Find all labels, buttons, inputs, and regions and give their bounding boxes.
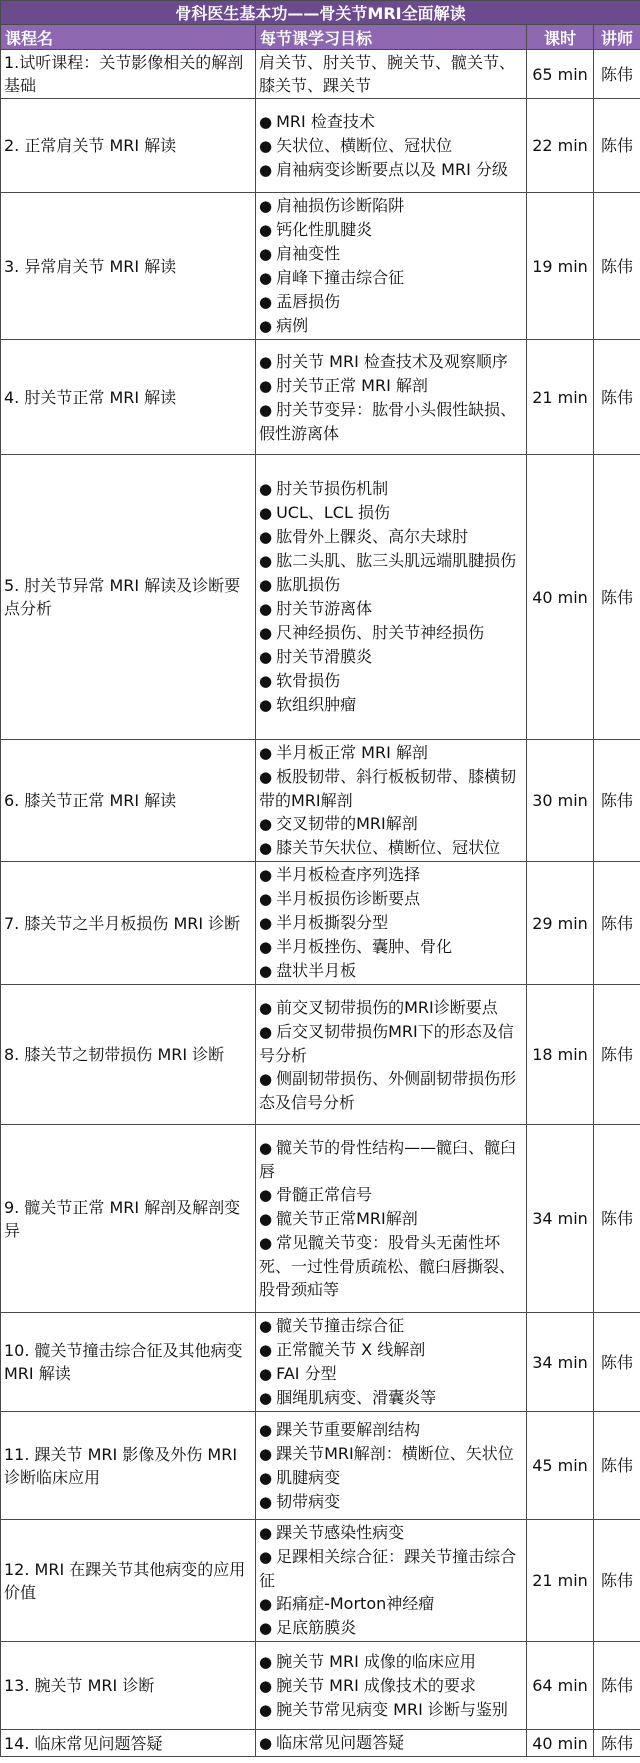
goal-text: 半月板检查序列选择: [276, 865, 421, 884]
course-name-cell: 3. 异常肩关节 MRI 解读: [1, 193, 256, 340]
teacher-cell: 陈伟: [594, 1520, 640, 1642]
bullet-icon: ●: [259, 648, 273, 666]
goal-text: 半月板损伤诊断要点: [276, 889, 421, 908]
goal-item: [259, 1521, 523, 1545]
bullet-icon: ●: [259, 400, 273, 419]
goal-text: 足踝相关综合征：踝关节撞击综合征: [259, 1547, 517, 1590]
teacher-cell: 陈伟: [594, 50, 640, 99]
goal-text: 板股韧带、斜行板板韧带、膝横韧带的MRI解剖: [259, 767, 517, 810]
bullet-icon: ●: [259, 1548, 273, 1566]
bullet-icon: ●: [259, 1234, 273, 1252]
teacher-cell: 陈伟: [594, 862, 640, 985]
header-course: 课程名: [1, 25, 256, 50]
goal-text: 足底筋膜炎: [276, 1618, 357, 1637]
duration-cell: 19 min: [527, 193, 594, 340]
goals-cell: [256, 862, 527, 985]
bullet-icon: ●: [259, 112, 273, 131]
teacher-cell: 陈伟: [594, 1412, 640, 1520]
bullet-icon: ●: [259, 1676, 273, 1695]
goal-item: [259, 959, 523, 983]
duration-cell: 34 min: [527, 1313, 594, 1412]
goal-item: [259, 1731, 523, 1755]
goal-item: [259, 1386, 523, 1410]
goal-text: 踝关节重要解剖结构: [276, 1419, 421, 1439]
bullet-icon: ●: [259, 839, 273, 857]
goal-text: 侧副韧带损伤、外侧副韧带损伤形态及信号分析: [259, 1068, 517, 1112]
duration-cell: 40 min: [527, 455, 594, 740]
goal-item: [259, 1545, 523, 1592]
bullet-icon: ●: [259, 480, 273, 498]
goal-item: [259, 863, 523, 887]
goals-cell: [256, 985, 527, 1125]
bullet-icon: ●: [259, 914, 273, 932]
bullet-icon: ●: [259, 1595, 273, 1613]
goal-item: [259, 669, 523, 693]
goal-item: [259, 1183, 523, 1207]
goal-item: [259, 693, 523, 717]
goal-text: 病例: [276, 316, 309, 335]
goal-text: 肘关节滑膜炎: [276, 647, 373, 666]
goal-item: [259, 1466, 523, 1490]
course-name-cell: 14. 临床常见问题答疑: [1, 1730, 256, 1757]
table-row: [1, 50, 640, 99]
bullet-icon: ●: [259, 136, 273, 155]
goal-text: 盘状半月板: [276, 961, 357, 980]
bullet-icon: ●: [259, 504, 273, 522]
table-row: [1, 1412, 640, 1520]
course-name-cell: 1.试听课程：关节影像相关的解剖基础: [1, 50, 256, 99]
goal-item: [259, 1136, 523, 1183]
duration-cell: 65 min: [527, 50, 594, 99]
goal-text: 肘关节正常 MRI 解剖: [276, 375, 428, 395]
goal-item: [259, 549, 523, 573]
table-row: [1, 1125, 640, 1313]
goal-item: [259, 597, 523, 621]
goal-text: 腘绳肌病变、滑囊炎等: [276, 1388, 437, 1407]
goal-item: [259, 996, 523, 1020]
goal-text: 肩袖变性: [276, 244, 341, 263]
goals-cell: [256, 455, 527, 740]
course-name-cell: 2. 正常肩关节 MRI 解读: [1, 99, 256, 193]
bullet-icon: ●: [259, 1365, 273, 1383]
goal-item: [259, 1674, 523, 1698]
goal-item: [259, 194, 523, 218]
goal-item: [259, 1020, 523, 1067]
goal-item: [259, 1650, 523, 1674]
bullet-icon: ●: [259, 245, 273, 263]
bullet-icon: ●: [259, 998, 273, 1017]
goals-cell: [256, 193, 527, 340]
goal-item: [259, 1067, 523, 1114]
bullet-icon: ●: [259, 1186, 273, 1204]
goal-text: 肘关节损伤机制: [276, 479, 389, 498]
bullet-icon: ●: [259, 293, 273, 311]
goal-text: 肌腱病变: [276, 1467, 341, 1487]
goal-text: 软组织肿瘤: [276, 695, 357, 714]
goal-text: 肩袖损伤诊断陷阱: [276, 196, 405, 215]
teacher-cell: 陈伟: [594, 1730, 640, 1757]
duration-cell: 18 min: [527, 985, 594, 1125]
teacher-cell: 陈伟: [594, 740, 640, 862]
bullet-icon: ●: [259, 1652, 273, 1671]
table-row: [1, 99, 640, 193]
title-row: [1, 1, 640, 25]
goal-text: 肘关节 MRI 检查技术及观察顺序: [276, 351, 508, 371]
table-row: [1, 740, 640, 862]
bullet-icon: ●: [259, 269, 273, 287]
goal-text: FAI 分型: [276, 1364, 337, 1383]
goal-item: [259, 1442, 523, 1466]
goal-text: 骨髓正常信号: [276, 1185, 373, 1204]
goal-item: [259, 741, 523, 765]
duration-cell: 21 min: [527, 1520, 594, 1642]
bullet-icon: ●: [259, 1444, 273, 1463]
course-rows: [1, 50, 640, 1757]
course-name-cell: 11. 踝关节 MRI 影像及外伤 MRI 诊断临床应用: [1, 1412, 256, 1520]
goals-cell: [256, 740, 527, 862]
bullet-icon: ●: [259, 1389, 273, 1407]
bullet-icon: ●: [259, 576, 273, 594]
table-row: [1, 1313, 640, 1412]
goal-item: [259, 350, 523, 374]
goal-text: 尺神经损伤、肘关节神经损伤: [276, 623, 485, 642]
course-name-cell: 13. 腕关节 MRI 诊断: [1, 1642, 256, 1730]
goal-text: 半月板正常 MRI 解剖: [276, 743, 428, 762]
header-teacher: 讲师: [594, 25, 640, 50]
bullet-icon: ●: [259, 600, 273, 618]
goal-text: 跖痛症-Morton神经瘤: [276, 1594, 435, 1613]
goal-item: [259, 1362, 523, 1386]
bullet-icon: ●: [259, 1139, 273, 1157]
goal-text: 矢状位、横断位、冠状位: [276, 135, 453, 155]
bullet-icon: ●: [259, 938, 273, 956]
duration-cell: 29 min: [527, 862, 594, 985]
goals-cell: [256, 99, 527, 193]
goal-item: [259, 1314, 523, 1338]
goal-text: 肘关节游离体: [276, 599, 373, 618]
bullet-icon: ●: [259, 1317, 273, 1335]
goal-text: 腕关节 MRI 成像技术的要求: [276, 1675, 476, 1695]
goal-item: [259, 501, 523, 525]
goal-item: [259, 1698, 523, 1722]
goal-item: [259, 158, 523, 182]
teacher-cell: 陈伟: [594, 340, 640, 455]
goal-text: 腕关节 MRI 成像的临床应用: [276, 1651, 476, 1671]
goal-text: 肱二头肌、肱三头肌远端肌腱损伤: [276, 551, 517, 570]
goal-text: 髋关节的骨性结构——髋臼、髋臼唇: [259, 1138, 517, 1181]
table-row: [1, 862, 640, 985]
course-name-cell: 10. 髋关节撞击综合征及其他病变 MRI 解读: [1, 1313, 256, 1412]
goal-item: [259, 266, 523, 290]
goal-text: 后交叉韧带损伤MRI下的形态及信号分析: [259, 1021, 514, 1065]
bullet-icon: ●: [259, 624, 273, 642]
goal-item: [259, 1592, 523, 1616]
goal-text: 肱骨外上髁炎、高尔夫球肘: [276, 527, 469, 546]
goal-text: 交叉韧带的MRI解剖: [276, 814, 418, 833]
goal-item: [259, 242, 523, 266]
teacher-cell: 陈伟: [594, 193, 640, 340]
goal-item: [259, 1338, 523, 1362]
goal-text: 软骨损伤: [276, 671, 341, 690]
header-row: [1, 25, 640, 50]
goals-cell: [256, 1313, 527, 1412]
goal-item: [259, 290, 523, 314]
goal-text: 肩峰下撞击综合征: [276, 268, 405, 287]
header-time: 课时: [527, 25, 594, 50]
header-goals: 每节课学习目标: [256, 25, 527, 50]
goals-cell: [256, 1730, 527, 1757]
goal-text: 半月板撕裂分型: [276, 913, 389, 932]
bullet-icon: ●: [259, 744, 273, 762]
course-name-cell: 7. 膝关节之半月板损伤 MRI 诊断: [1, 862, 256, 985]
bullet-icon: ●: [259, 1492, 273, 1511]
bullet-icon: ●: [259, 890, 273, 908]
bullet-icon: ●: [259, 1210, 273, 1228]
goal-item: [259, 477, 523, 501]
teacher-cell: 陈伟: [594, 99, 640, 193]
duration-cell: 64 min: [527, 1642, 594, 1730]
bullet-icon: ●: [259, 1619, 273, 1637]
table-row: [1, 1730, 640, 1757]
goal-item: [259, 525, 523, 549]
bullet-icon: ●: [259, 672, 273, 690]
course-name-cell: 12. MRI 在踝关节其他病变的应用价值: [1, 1520, 256, 1642]
bullet-icon: ●: [259, 866, 273, 884]
goal-text: 踝关节感染性病变: [276, 1523, 405, 1542]
goal-text: 半月板挫伤、囊肿、骨化: [276, 937, 453, 956]
goal-text: 髋关节正常MRI解剖: [276, 1209, 418, 1228]
table-row: [1, 1642, 640, 1730]
goal-text: 盂唇损伤: [276, 292, 341, 311]
bullet-icon: ●: [259, 1524, 273, 1542]
teacher-cell: 陈伟: [594, 1642, 640, 1730]
bullet-icon: ●: [259, 1341, 273, 1359]
goal-item: [259, 1616, 523, 1640]
goal-item: [259, 911, 523, 935]
goal-text: 临床常见问题答疑: [276, 1733, 405, 1752]
bullet-icon: ●: [259, 1734, 273, 1752]
goal-text: 膝关节矢状位、横断位、冠状位: [276, 838, 501, 857]
goal-text: 肱肌损伤: [276, 575, 341, 594]
goal-item: [259, 1231, 523, 1301]
table-row: [1, 340, 640, 455]
goal-text: 常见髋关节变：股骨头无菌性坏死、一过性骨质疏松、髋臼唇撕裂、股骨颈疝等: [259, 1233, 516, 1299]
goal-text: 前交叉韧带损伤的MRI诊断要点: [276, 997, 498, 1017]
table-row: [1, 1520, 640, 1642]
goals-cell: [256, 1412, 527, 1520]
bullet-icon: ●: [259, 962, 273, 980]
goal-text: 韧带病变: [276, 1491, 341, 1511]
goal-text: 肘关节变异：肱骨小头假性缺损、假性游离体: [259, 399, 517, 443]
goal-item: [259, 1490, 523, 1514]
teacher-cell: 陈伟: [594, 985, 640, 1125]
goal-item: [259, 1418, 523, 1442]
goal-text: 髋关节撞击综合征: [276, 1316, 405, 1335]
duration-cell: 22 min: [527, 99, 594, 193]
goal-item: [259, 812, 523, 836]
goals-cell: [256, 50, 527, 99]
goal-item: [259, 621, 523, 645]
course-name-cell: 9. 髋关节正常 MRI 解剖及解剖变异: [1, 1125, 256, 1313]
bullet-icon: ●: [259, 221, 273, 239]
goal-text: 踝关节MRI解剖：横断位、矢状位: [276, 1443, 514, 1463]
duration-cell: 40 min: [527, 1730, 594, 1757]
goal-item: [259, 1207, 523, 1231]
bullet-icon: ●: [259, 528, 273, 546]
goal-item: [259, 134, 523, 158]
goal-item: [259, 935, 523, 959]
bullet-icon: ●: [259, 1700, 273, 1719]
bullet-icon: ●: [259, 815, 273, 833]
teacher-cell: 陈伟: [594, 1313, 640, 1412]
goal-item: [259, 51, 523, 97]
goal-item: [259, 218, 523, 242]
duration-cell: 30 min: [527, 740, 594, 862]
course-name-cell: 4. 肘关节正常 MRI 解读: [1, 340, 256, 455]
goal-item: [259, 887, 523, 911]
table-title: 骨科医生基本功——骨关节MRI全面解读: [1, 1, 640, 25]
course-name-cell: 5. 肘关节异常 MRI 解读及诊断要点分析: [1, 455, 256, 740]
duration-cell: 21 min: [527, 340, 594, 455]
bullet-icon: ●: [259, 768, 273, 786]
table-row: [1, 193, 640, 340]
goals-cell: [256, 1520, 527, 1642]
goal-item: [259, 765, 523, 812]
course-name-cell: 6. 膝关节正常 MRI 解读: [1, 740, 256, 862]
goals-cell: [256, 1125, 527, 1313]
bullet-icon: ●: [259, 317, 273, 335]
goal-item: [259, 398, 523, 445]
teacher-cell: 陈伟: [594, 1125, 640, 1313]
table-row: [1, 985, 640, 1125]
bullet-icon: ●: [259, 160, 273, 179]
bullet-icon: ●: [259, 376, 273, 395]
bullet-icon: ●: [259, 552, 273, 570]
goal-text: 正常髋关节 X 线解剖: [276, 1340, 426, 1359]
teacher-cell: 陈伟: [594, 455, 640, 740]
goal-item: [259, 645, 523, 669]
bullet-icon: ●: [259, 696, 273, 714]
goals-cell: [256, 1642, 527, 1730]
bullet-icon: ●: [259, 1022, 273, 1041]
duration-cell: 45 min: [527, 1412, 594, 1520]
table-row: [1, 455, 640, 740]
duration-cell: 34 min: [527, 1125, 594, 1313]
goal-text: UCL、LCL 损伤: [276, 503, 390, 522]
goal-text: 肩袖病变诊断要点以及 MRI 分级: [276, 159, 508, 179]
goal-item: [259, 836, 523, 860]
goal-item: [259, 110, 523, 134]
bullet-icon: ●: [259, 197, 273, 215]
bullet-icon: ●: [259, 1420, 273, 1439]
goal-text: 钙化性肌腱炎: [276, 220, 373, 239]
goal-item: [259, 374, 523, 398]
goal-item: [259, 573, 523, 597]
goals-cell: [256, 340, 527, 455]
goal-item: [259, 314, 523, 338]
bullet-icon: ●: [259, 1468, 273, 1487]
goal-text: MRI 检查技术: [276, 111, 375, 131]
course-name-cell: 8. 膝关节之韧带损伤 MRI 诊断: [1, 985, 256, 1125]
bullet-icon: ●: [259, 1069, 273, 1088]
goal-text: 腕关节常见病变 MRI 诊断与鉴别: [276, 1699, 508, 1719]
goal-text: 肩关节、肘关节、腕关节、髋关节、膝关节、踝关节: [259, 53, 516, 95]
bullet-icon: ●: [259, 352, 273, 371]
